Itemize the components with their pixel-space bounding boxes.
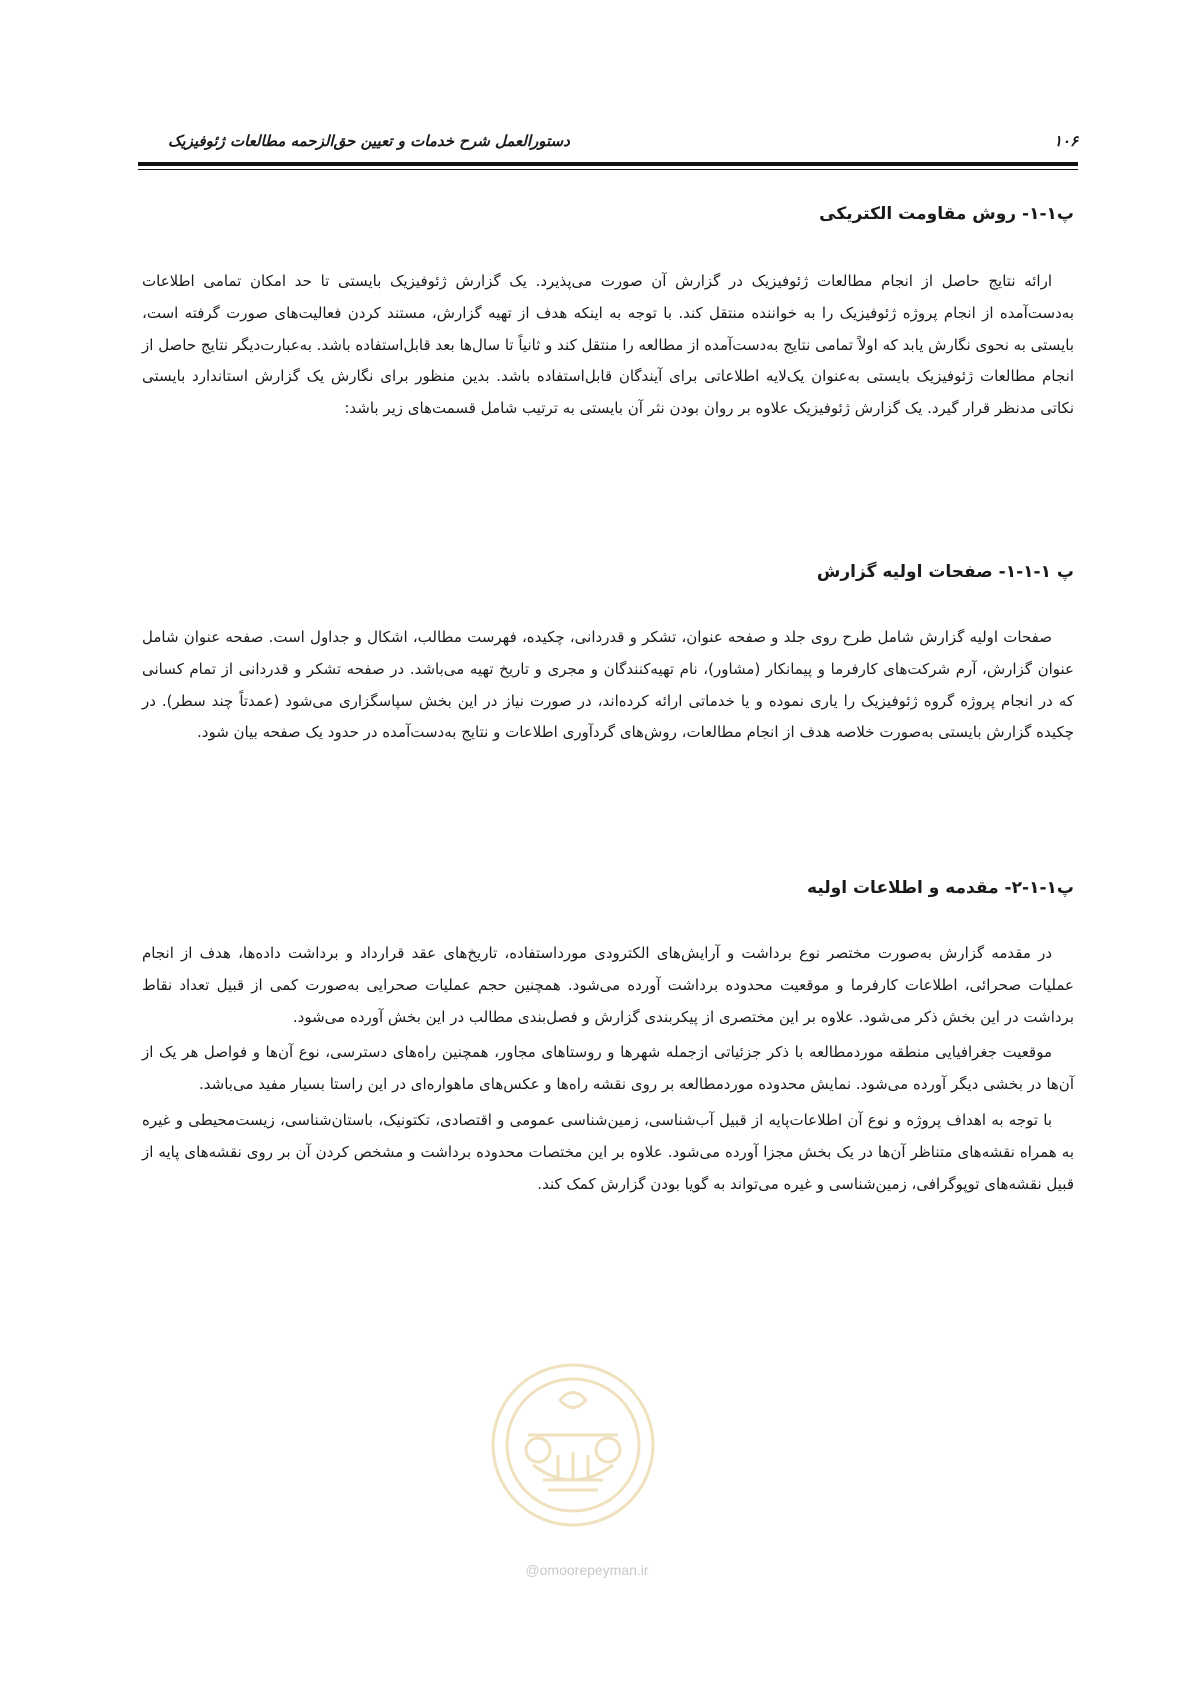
paragraph: در مقدمه گزارش به‌صورت مختصر نوع برداشت و آرایش‌های الکترودی مورداستفاده، تاریخ‌های عقد قرارداد و برداشت داده‌ها، هدف از انجام عملیات صحرائی، اطلاعات کارفرما و موقعیت محدوده برداشت آورده می‌شود. همچنین حجم عملیات صحرایی به‌صورت کمی از قبیل تعداد نقاط برداشت در این بخش ذکر می‌شود. علاوه بر این مختصری از پیکربندی گزارش و فصل‌بندی مطالب در این بخش آورده می‌شود.: [142, 944, 1074, 1026]
header-rule-thin: [138, 169, 1078, 170]
section-body: [142, 266, 1074, 425]
paragraph: ارائه نتایج حاصل از انجام مطالعات ژئوفیزیک در گزارش آن صورت می‌پذیرد. یک گزارش ژئوفیزیک بایستی تا حد امکان تمامی اطلاعات به‌دست‌آمده از انجام پروژه ژئوفیزیک را به خواننده منتقل کند. با توجه به اینکه هدف از تهیه گزارش، مستند کردن فعالیت‌های صورت گرفته است، بایستی به نحوی نگارش یابد که اولاً تمامی نتایج به‌دست‌آمده از مطالعه را منتقل کند و ثانیاً تا سال‌ها بعد قابل‌استفاده باشد. به‌عبارت‌دیگر نتایج حاصل از انجام مطالعات ژئوفیزیک بایستی به‌عنوان یک‌لایه اطلاعاتی برای آیندگان قابل‌استفاده باشد. بدین منظور برای نگارش یک گزارش استاندارد بایستی نکاتی مدنظر قرار گیرد. یک گزارش ژئوفیزیک علاوه بر روان بودن نثر آن بایستی به ترتیب شامل قسمت‌های زیر باشد:: [142, 272, 1074, 418]
page-number: ۱۰۶: [1053, 132, 1078, 150]
watermark-emblem-icon: [488, 1340, 658, 1550]
running-title: دستورالعمل شرح خدمات و تعیین حق‌الزحمه مطالعات ژئوفیزیک: [168, 132, 570, 150]
paragraph: با توجه به اهداف پروژه و نوع آن اطلاعات‌پایه از قبیل آب‌شناسی، زمین‌شناسی عمومی و اقتصادی، تکتونیک، باستان‌شناسی، زیست‌محیطی و غیره به همراه نقشه‌های متناظر آن‌ها در یک بخش مجزا آورده می‌شود. علاوه بر این مختصات محدوده برداشت و مشخص کردن آن بر روی نقشه‌های پایه از قبیل نقشه‌های توپوگرافی، زمین‌شناسی و غیره می‌تواند به گویا بودن گزارش کمک کند.: [142, 1110, 1074, 1193]
section-body: [142, 938, 1074, 1200]
section-body: [142, 622, 1074, 749]
paragraph: صفحات اولیه گزارش شامل طرح روی جلد و صفحه عنوان، تشکر و قدردانی، چکیده، فهرست مطالب، اشکال و جداول است. صفحه عنوان شامل عنوان گزارش، آرم شرکت‌های کارفرما و پیمانکار (مشاور)، نام تهیه‌کنندگان و مجری و تاریخ تهیه می‌باشد. در صفحه تشکر و قدردانی از تمام کسانی که در انجام پروژه گروه ژئوفیزیک را یاری نموده و یا خدماتی ارائه کرده‌اند، در صورت نیاز در این بخش سپاسگزاری می‌شود (عمدتاً چند سطر). در چکیده گزارش بایستی به‌صورت خلاصه هدف از انجام مطالعات، روش‌های گردآوری اطلاعات و نتایج به‌دست‌آمده در حدود یک صفحه بیان شود.: [142, 628, 1074, 742]
section-heading: پ۱-۱- روش مقاومت الکتریکی: [819, 204, 1074, 224]
section-heading: پ ۱-۱-۱- صفحات اولیه گزارش: [816, 562, 1074, 582]
header-rule-thick: [138, 162, 1078, 166]
section-heading: پ۱-۱-۲- مقدمه و اطلاعات اولیه: [807, 878, 1074, 898]
page-header: [138, 128, 1078, 158]
paragraph: موقعیت جغرافیایی منطقه موردمطالعه با ذکر جزئیاتی ازجمله شهرها و روستاهای مجاور، همچنین راه‌های دسترسی، نوع آن‌ها و فواصل هر یک از آن‌ها در بخشی دیگر آورده می‌شود. نمایش محدوده موردمطالعه بر روی نقشه راه‌ها و عکس‌های ماهواره‌ای در این راستا بسیار مفید می‌باشد.: [142, 1043, 1074, 1094]
watermark-text: @omoorepeyman.ir: [525, 1562, 649, 1578]
